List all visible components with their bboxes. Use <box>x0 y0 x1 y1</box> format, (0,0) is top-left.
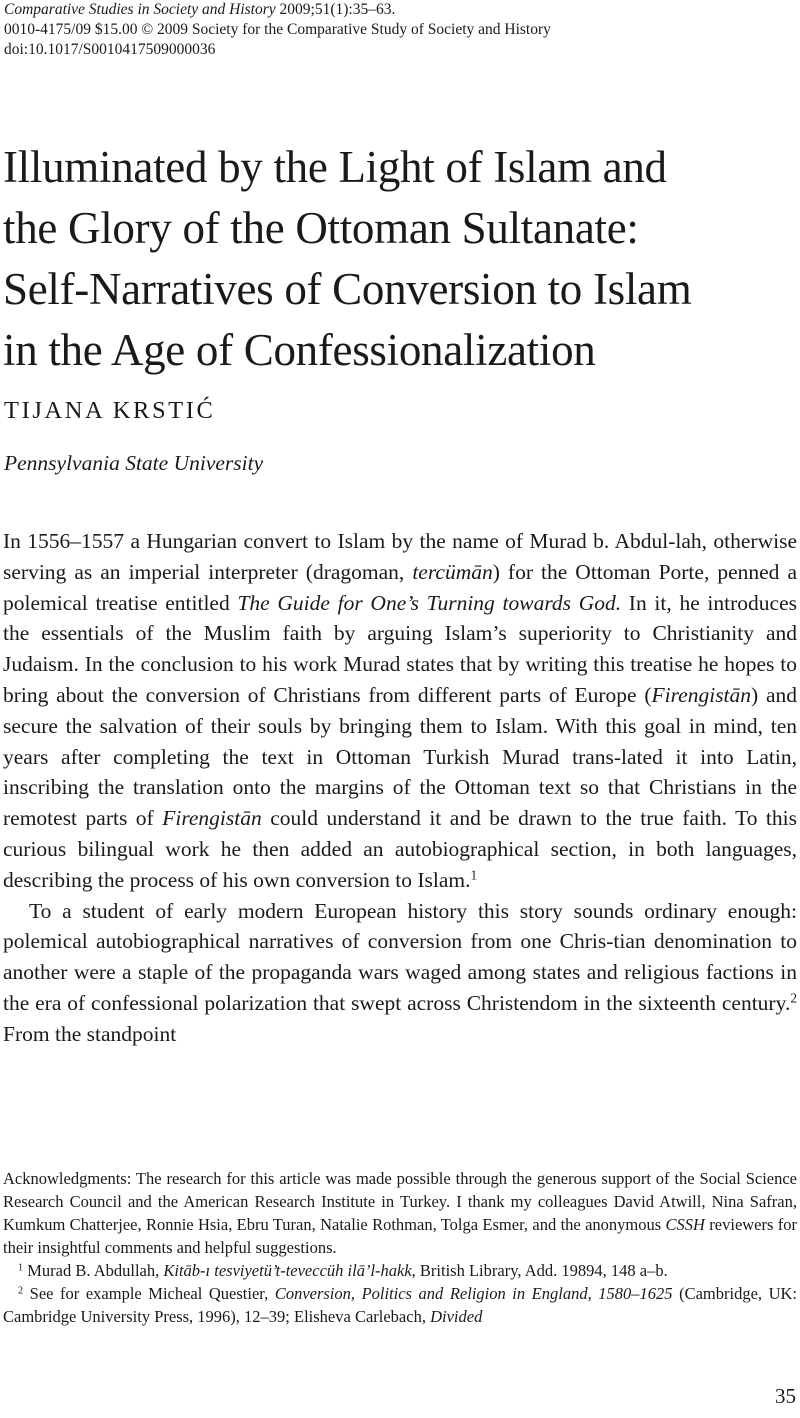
italic-title: The Guide for One’s Turning towards God. <box>237 590 622 615</box>
running-header <box>4 0 551 60</box>
footnote-number: 2 <box>18 1285 24 1297</box>
footnote-ref-1[interactable]: 1 <box>470 867 478 883</box>
text-run: , British Library, Add. 19894, 148 a–b. <box>411 1261 668 1280</box>
text-run: In 1556–1557 a Hungarian convert to Islam by the name of Murad b. Abdul-lah, otherwise serving as an imperial interpreter (dragoman, <box>3 529 797 584</box>
text-run: In it, he introduces the essentials of the Muslim faith by arguing Islam’s superiority to Christianity and Judaism. In the conclusion to his work Murad states that by writing this treatise he hopes to bring about the conversion of Christians from different parts of Europe ( <box>3 590 797 707</box>
article-title <box>3 137 793 381</box>
text-run: could understand it and be drawn to the true faith. To this curious bilingual work he then added an autobiographical section, in both languages, describing the process of his own conversion to Islam. <box>3 806 797 892</box>
text-run: See for example Micheal Questier, <box>23 1284 275 1303</box>
italic-term: Firengistān <box>162 806 262 831</box>
title-line-4: in the Age of Confessionalization <box>3 325 596 375</box>
paragraph-2 <box>3 896 797 1050</box>
text-run: To a student of early modern European history this story sounds ordinary enough: polemical autobiographical narratives of conversion from one Chris-tian denomination to another were a staple of the propaganda wars waged among states and religious factions in the era of confessional polarization that swept across Christendom in the sixteenth century. <box>3 898 797 1015</box>
article-body <box>3 526 797 1050</box>
doi-line: doi:10.1017/S0010417509000036 <box>4 41 216 58</box>
text-run: reviewers for their insightful comments and helpful suggestions. <box>3 1215 798 1257</box>
title-line-3: Self-Narratives of Conversion to Islam <box>3 264 692 314</box>
footnote-number: 1 <box>18 1262 24 1274</box>
footnote-2 <box>3 1282 797 1328</box>
italic-journal: CSSH <box>665 1215 705 1234</box>
text-run: Murad B. Abdullah, <box>23 1261 164 1280</box>
italic-title: Conversion, Politics and Religion in England, 1580–1625 <box>274 1284 673 1303</box>
acknowledgments-note <box>3 1167 797 1259</box>
text-run: ) for the Ottoman Porte, penned a polemical treatise entitled <box>3 559 798 615</box>
author-name: TIJANA KRSTIĆ <box>4 397 216 424</box>
italic-term: tercümān <box>412 559 493 584</box>
paragraph-1 <box>3 526 797 896</box>
text-run: Acknowledgments: The research for this article was made possible through the generous support of the Social Science Research Council and the American Research Institute in Turkey. I thank my colleagues David Atwill, Nina Safran, Kumkum Chatterjee, Ronnie Hsia, Ebru Turan, Natalie Rothman, Tolga Esmer, and the anonymous <box>3 1169 797 1234</box>
issn-copyright-line: 0010-4175/09 $15.00 © 2009 Society for the Comparative Study of Society and History <box>4 21 551 38</box>
text-run: (Cambridge, UK: Cambridge University Press, 1996), 12–39; Elisheva Carlebach, <box>3 1284 797 1326</box>
text-run: From the standpoint <box>3 1021 177 1046</box>
journal-name: Comparative Studies in Society and History <box>4 1 276 18</box>
journal-volume: 2009;51(1):35–63. <box>275 1 396 18</box>
italic-title: Divided <box>430 1307 483 1326</box>
italic-title: Kitāb-ı tesviyetü’t-teveccüh ilā’l-hakk <box>163 1261 412 1280</box>
title-line-1: Illuminated by the Light of Islam and <box>3 142 667 192</box>
journal-citation-line <box>4 0 551 20</box>
author-affiliation: Pennsylvania State University <box>4 451 264 475</box>
footnote-ref-2[interactable]: 2 <box>790 990 797 1006</box>
text-run: ) and secure the salvation of their souls by bringing them to Islam. With this goal in mind, ten years after completing the text in Ottoman Turkish Murad trans-lated it into Latin, inscribing the translation onto the margins of the Ottoman text so that Christians in the remotest parts of <box>3 682 798 831</box>
italic-term: Firengistān <box>651 682 752 707</box>
footnotes <box>3 1167 797 1328</box>
page-number: 35 <box>775 1384 796 1408</box>
title-line-2: the Glory of the Ottoman Sultanate: <box>3 203 639 253</box>
footnote-1 <box>3 1259 797 1282</box>
